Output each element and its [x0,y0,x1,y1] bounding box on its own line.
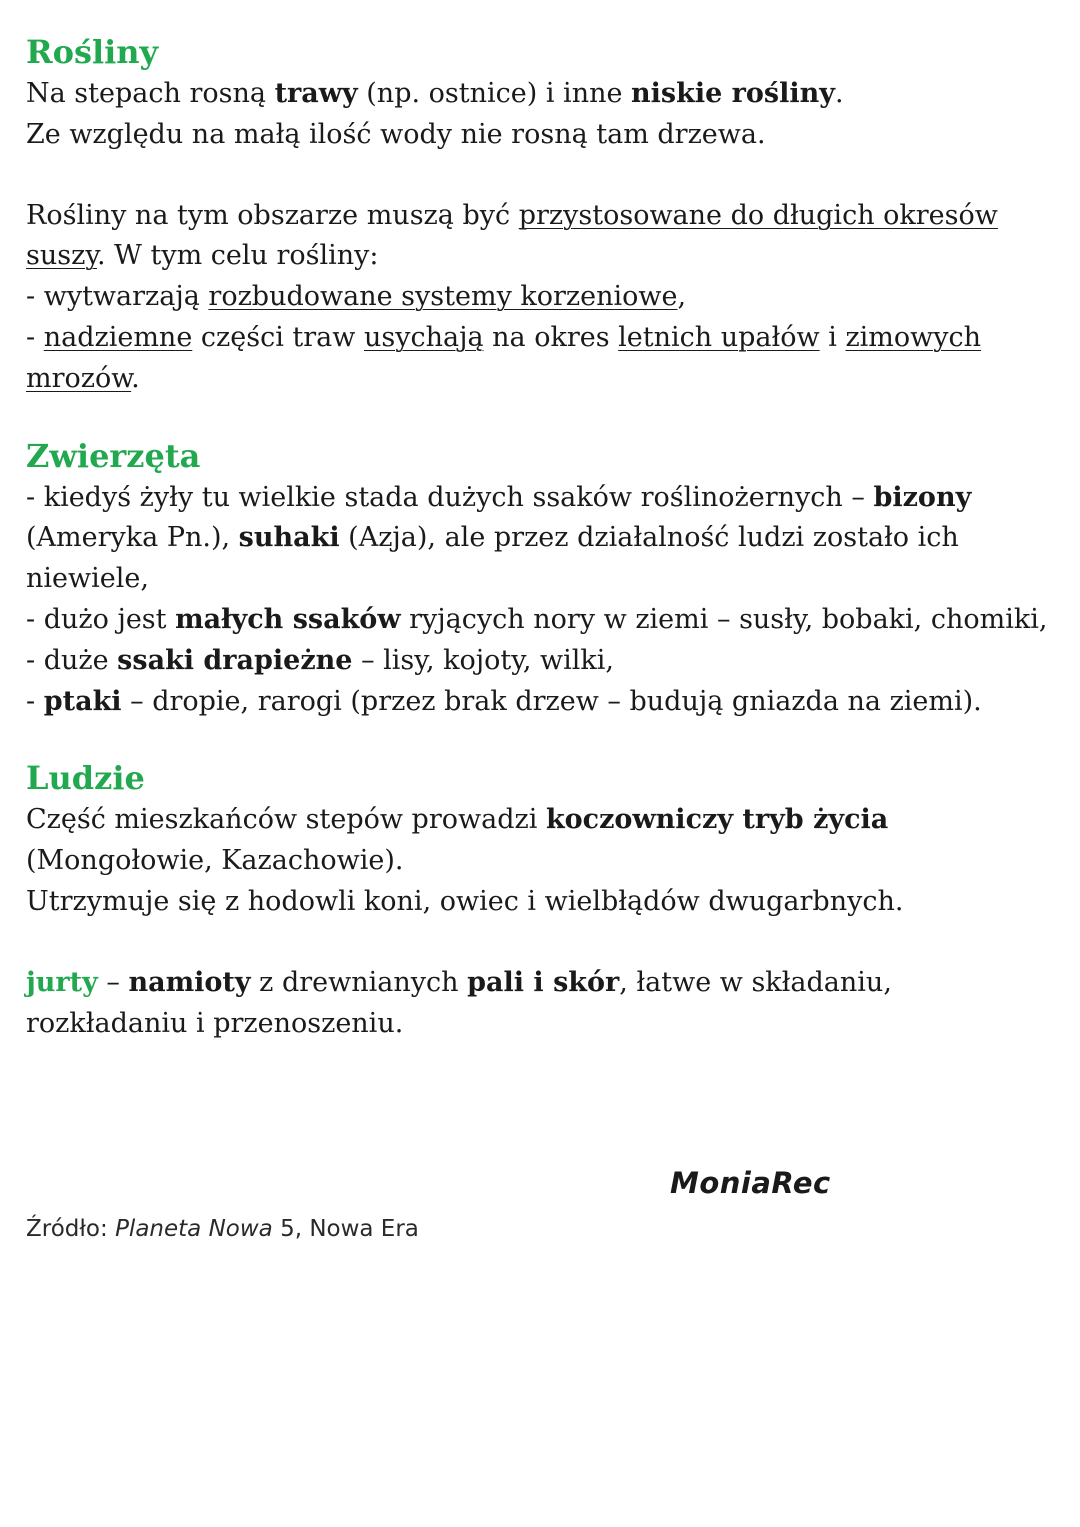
animals-paragraph [26,478,1056,723]
text-run: - wytwarzają [26,281,209,313]
text-run: – dropie, rarogi (przez brak drzew – budują gniazda na ziemi). [121,685,982,717]
bold-term: ptaki [43,685,122,717]
bold-term: suhaki [238,522,340,554]
underlined-term: zimowych mrozów [26,321,982,394]
text-run: Rośliny na tym obszarze muszą być [26,199,519,231]
bold-term: bizony [873,481,972,513]
underlined-term: przystosowane do długich okresów suszy [26,199,998,272]
author-signature: MoniaRec [670,1166,831,1200]
plants-paragraph-2 [26,196,1056,400]
text-run: z drewnianych [250,966,468,998]
text-run: , [677,281,687,313]
section-heading-people: Ludzie [26,759,145,798]
text-run: na okres [483,321,619,353]
people-paragraph-2 [26,963,1056,1045]
text-run: - kiedyś żyły tu wielkie stada dużych ssaków roślinożernych – [26,481,874,513]
source-citation [26,1216,419,1242]
plants-paragraph-1 [26,74,1056,156]
text-run: . W tym celu rośliny: [97,240,379,272]
text-run: Utrzymuje się z hodowli koni, owiec i wielbłądów dwugarbnych. [26,885,904,917]
text-run: - [26,321,44,353]
text-run: (Ameryka Pn.), [26,522,239,554]
section-heading-plants: Rośliny [26,33,159,71]
text-run: Ze względu na małą ilość wody nie rosną tam drzewa. [26,118,766,150]
text-run: (Azja), ale przez działalność ludzi zostało ich niewiele, [26,522,959,595]
underlined-term: letnich upałów [618,321,820,353]
bold-term: trawy [274,78,358,109]
text-run: rozkładaniu i przenoszeniu. [26,1007,404,1039]
bold-term: koczowniczy tryb życia [545,804,889,836]
source-edition: 5, Nowa Era [280,1216,419,1242]
underlined-term: nadziemne [43,321,193,353]
text-run: (np. ostnice) i inne [357,78,632,109]
section-heading-animals: Zwierzęta [26,436,201,475]
text-run: - duże [26,644,118,676]
bold-term: małych ssaków [175,603,401,635]
text-run: i [819,321,846,353]
bold-term: pali i skór [467,966,620,998]
source-title: Planeta Nowa [115,1216,273,1242]
bold-term: niskie rośliny [631,78,835,109]
text-run: – [97,966,129,998]
underlined-term: rozbudowane systemy korzeniowe [208,281,678,313]
text-run: . [131,362,140,394]
text-run: – lisy, kojoty, wilki, [352,644,615,676]
text-run: części traw [192,321,364,353]
highlighted-term: jurty [26,966,98,998]
text-run: - [26,685,44,717]
text-run: Część mieszkańców stepów prowadzi [26,804,546,836]
text-run: , łatwe w składaniu, [619,966,892,998]
people-paragraph-1 [26,800,1056,922]
document-body [26,30,1056,1044]
text-run: - dużo jest [26,603,176,635]
text-run: Na stepach rosną [26,78,275,109]
underlined-term: usychają [363,321,484,353]
text-run: ryjących nory w ziemi – susły, bobaki, chomiki, [400,603,1048,635]
text-run: (Mongołowie, Kazachowie). [26,845,404,877]
bold-term: ssaki drapieżne [117,644,353,676]
bold-term: namioty [128,966,251,998]
text-run: . [834,78,844,109]
source-label: Źródło: [26,1216,108,1242]
